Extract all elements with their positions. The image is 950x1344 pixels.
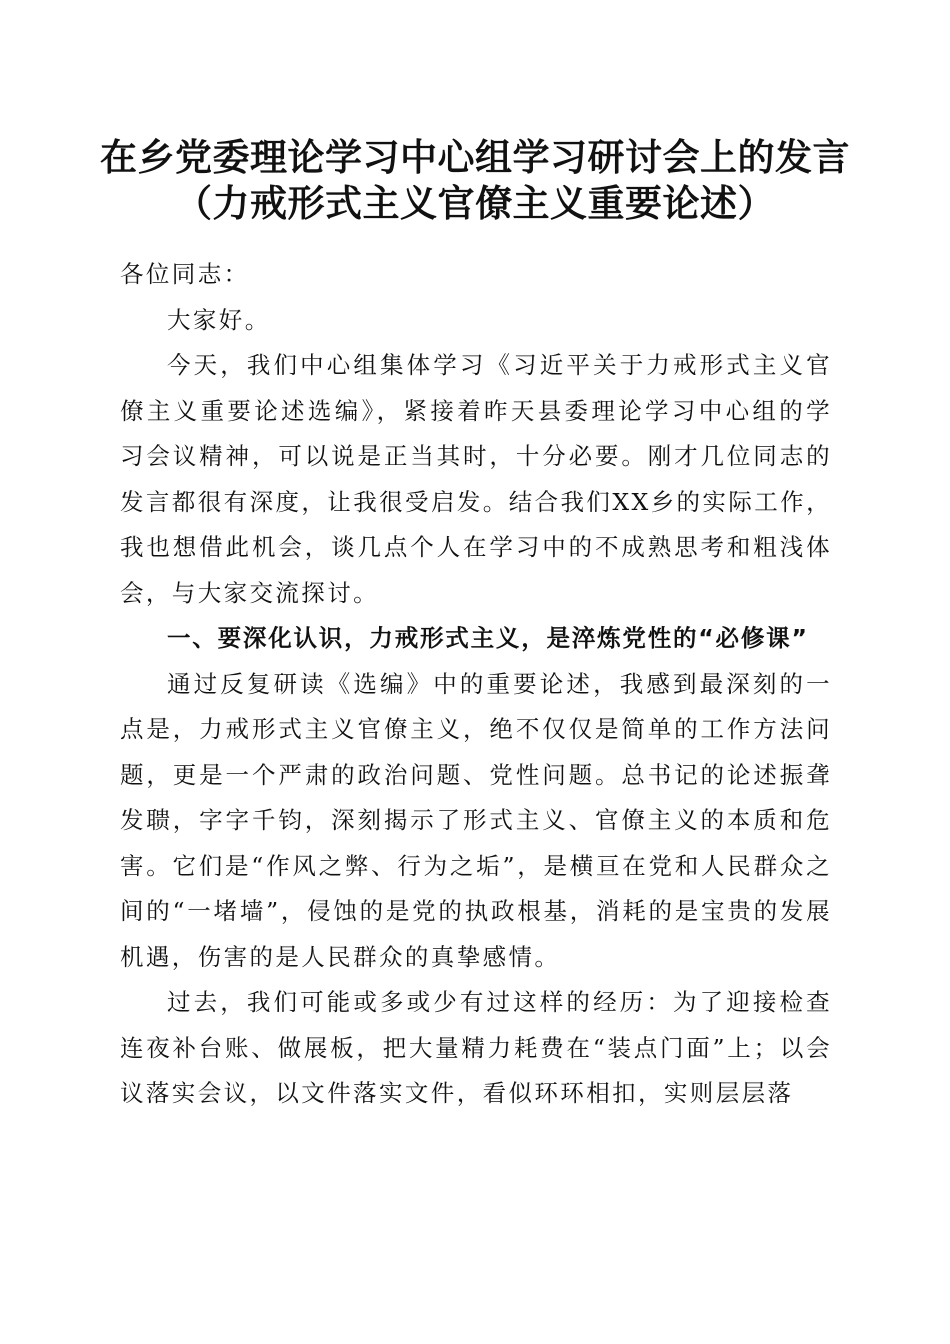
- intro-paragraph: 今天，我们中心组集体学习《习近平关于力戒形式主义官僚主义重要论述选编》，紧接着昨天县委理论学习中心组的学习会议精神，可以说是正当其时，十分必要。刚才几位同志的发言都很有深度，让我很受启发。结合我们XX乡的实际工作，我也想借此机会，谈几点个人在学习中的不成熟思考和粗浅体会，与大家交流探讨。: [120, 351, 832, 607]
- title-line-1: 在乡党委理论学习中心组学习研讨会上的发言: [100, 135, 850, 179]
- body-paragraph: 过去，我们可能或多或少有过这样的经历：为了迎接检查连夜补台账、做展板，把大量精力耗费在“装点门面”上；以会议落实会议，以文件落实文件，看似环环相扣，实则层层落: [120, 988, 832, 1107]
- document-title: [90, 134, 860, 226]
- greeting-paragraph: 大家好。: [167, 305, 271, 334]
- document-body: [120, 252, 832, 1117]
- body-paragraph: 通过反复研读《选编》中的重要论述，我感到最深刻的一点是，力戒形式主义官僚主义，绝不仅仅是简单的工作方法问题，更是一个严肃的政治问题、党性问题。总书记的论述振聋发聩，字字千钧，深刻揭示了形式主义、官僚主义的本质和危害。它们是“作风之弊、行为之垢”，是横亘在党和人民群众之间的“一堵墙”，侵蚀的是党的执政根基，消耗的是宝贵的发展机遇，伤害的是人民群众的真挚感情。: [120, 669, 832, 971]
- title-line-2: （力戒形式主义官僚主义重要论述）: [175, 181, 775, 225]
- salutation: 各位同志：: [120, 260, 250, 288]
- section-heading-1: 一、要深化认识，力戒形式主义，是淬炼党性的“必修课”: [167, 624, 809, 652]
